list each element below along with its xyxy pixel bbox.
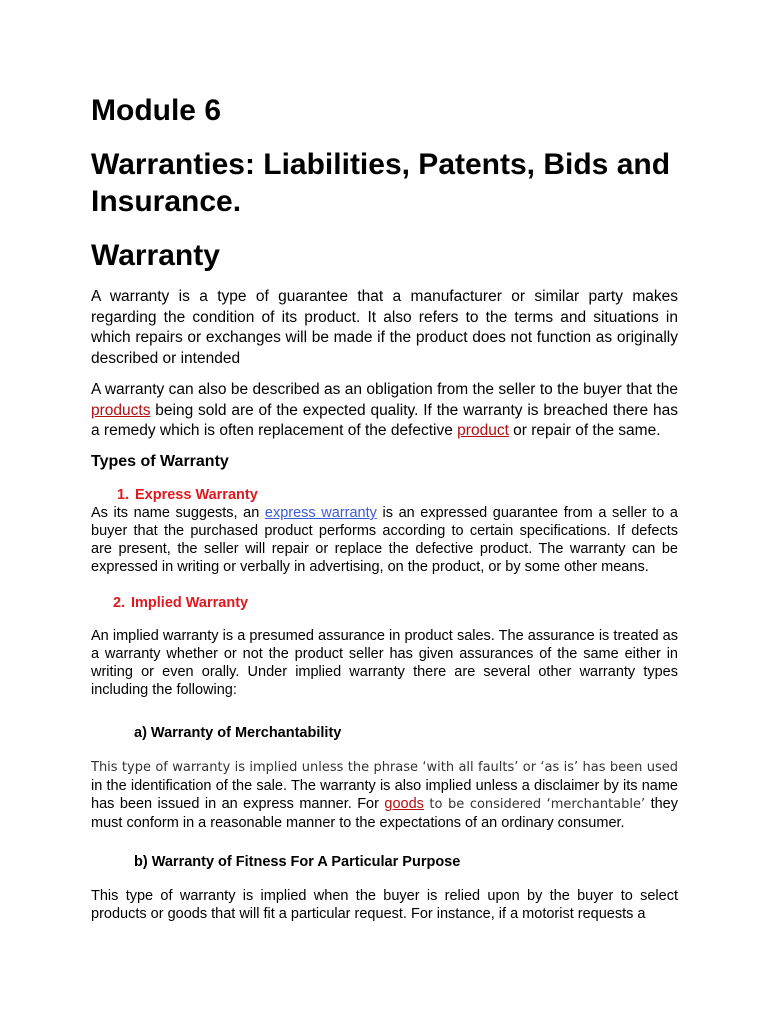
fitness-heading: b) Warranty of Fitness For A Particular Purpose — [134, 854, 461, 870]
main-title: Warranties: Liabilities, Patents, Bids and Insurance. — [91, 148, 671, 218]
express-heading-text: Express Warranty — [135, 487, 258, 503]
text-span: A warranty can also be described as an obligation from the seller to the buyer that the — [91, 381, 678, 398]
fitness-paragraph: This type of warranty is implied when the buyer is relied upon by the buyer to select products or goods that will fit a particular request. For instance, if a motorist requests a — [91, 888, 678, 922]
product-link[interactable]: product — [457, 422, 509, 439]
types-heading: Types of Warranty — [91, 453, 229, 470]
text-span: in the identification of the sale. The warranty is also implied unless a disclaimer by its name has been issued in an express manner. For — [91, 778, 678, 812]
module-title: Module 6 — [91, 94, 222, 127]
text-span: they must conform in a reasonable manner to the expectations of an ordinary consumer. — [91, 796, 679, 831]
list-number: 2. — [113, 595, 126, 611]
text-span: to be considered ‘merchantable’ — [423, 797, 646, 812]
implied-warranty-heading — [113, 595, 613, 611]
merchantability-heading: a) Warranty of Merchantability — [134, 725, 342, 741]
obligation-paragraph — [91, 380, 678, 442]
express-warranty-heading — [117, 487, 617, 503]
goods-link[interactable]: goods — [384, 796, 424, 812]
express-warranty-link[interactable]: express warranty — [264, 505, 377, 521]
express-paragraph — [91, 504, 678, 576]
text-span: is an expressed guarantee from a seller to a buyer that the purchased product performs according to certain specifications. If defects are present, the seller will repair or replace the defective product. The warranty can be expressed in writing or verbally in advertising, on the product, or by some other means. — [91, 505, 678, 575]
implied-paragraph: An implied warranty is a presumed assurance in product sales. The assurance is treated as a warranty whether or not the product seller has given assurances of the same either in writing or even orally. Under implied warranty there are several other warranty types including the following: — [91, 628, 678, 698]
text-span: This type of warranty is implied unless the phrase ‘with all faults’ or ‘as is’ has been used — [91, 760, 678, 775]
intro-paragraph: A warranty is a type of guarantee that a manufacturer or similar party makes regarding the condition of its product. It also refers to the terms and situations in which repairs or exchanges will be made if the product does not function as originally described or intended — [91, 288, 678, 367]
merchantability-paragraph — [91, 758, 678, 832]
text-span: or repair of the same. — [508, 422, 661, 439]
implied-heading-text: Implied Warranty — [131, 595, 249, 611]
list-number: 1. — [117, 487, 130, 503]
products-link[interactable]: products — [91, 401, 151, 419]
text-span: being sold are of the expected quality. If the warranty is breached there has a remedy which is often replacement of the defective — [91, 401, 678, 439]
section-title: Warranty — [91, 239, 220, 272]
text-span: As its name suggests, an — [91, 505, 265, 521]
